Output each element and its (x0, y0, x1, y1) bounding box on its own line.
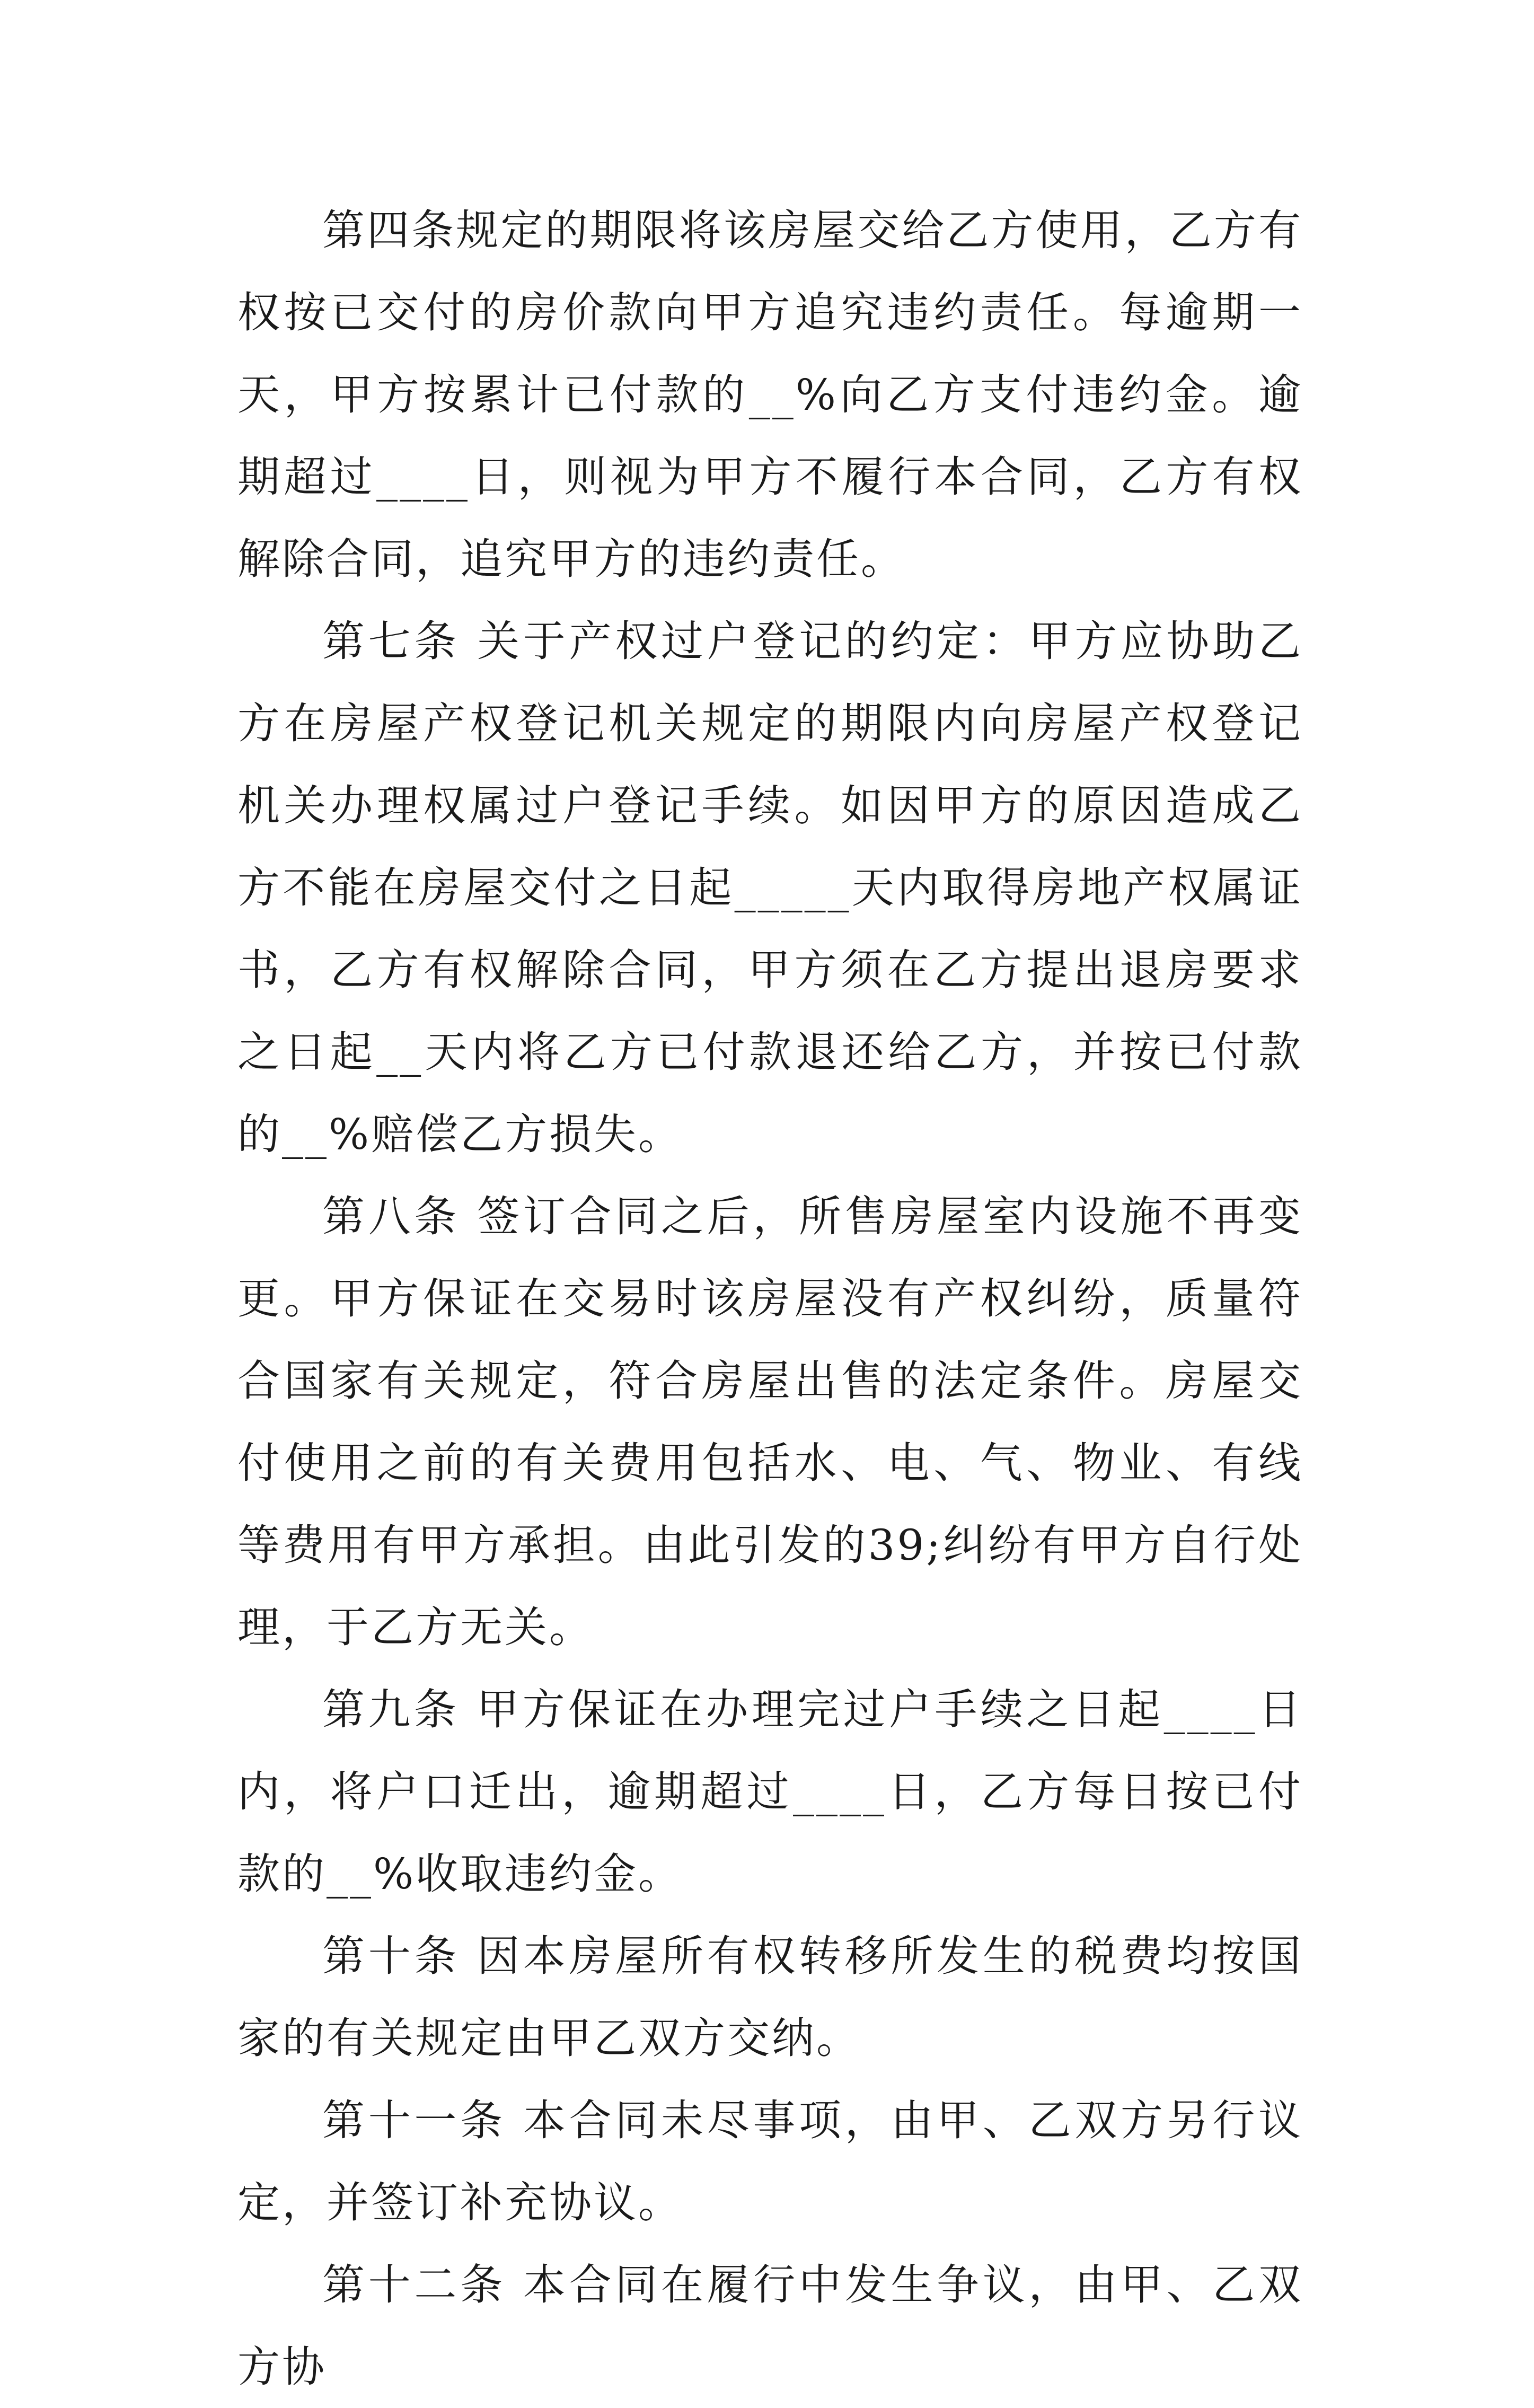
paragraph-article-9: 第九条 甲方保证在办理完过户手续之日起____日内，将户口迁出，逾期超过____日，乙方每日按已付款的__%收取违约金。 (237, 1685, 1303, 1899)
paragraph-article-7: 第七条 关于产权过户登记的约定：甲方应协助乙方在房屋产权登记机关规定的期限内向房屋产权登记机关办理权属过户登记手续。如因甲方的原因造成乙方不能在房屋交付之日起_____天内取得房地产权属证书，乙方有权解除合同，甲方须在乙方提出退房要求之日起__天内将乙方已付款退还给乙方，并按已付款的__%赔偿乙方损失。 (237, 617, 1303, 1159)
paragraph-article-11: 第十一条 本合同未尽事项，由甲、乙双方另行议定，并签订补充协议。 (237, 2096, 1303, 2227)
paragraph-article-4-continued: 第四条规定的期限将该房屋交给乙方使用，乙方有权按已交付的房价款向甲方追究违约责任。每逾期一天，甲方按累计已付款的__%向乙方支付违约金。逾期超过____日，则视为甲方不履行本合同，乙方有权解除合同，追究甲方的违约责任。 (237, 206, 1303, 584)
paragraph-article-8: 第八条 签订合同之后，所售房屋室内设施不再变更。甲方保证在交易时该房屋没有产权纠纷，质量符合国家有关规定，符合房屋出售的法定条件。房屋交付使用之前的有关费用包括水、电、气、物业、有线等费用有甲方承担。由此引发的39;纠纷有甲方自行处理，于乙方无关。 (237, 1192, 1303, 1652)
paragraph-article-12: 第十二条 本合同在履行中发生争议，由甲、乙双方协 (237, 2260, 1303, 2392)
contract-body (237, 189, 1303, 2408)
paragraph-article-10: 第十条 因本房屋所有权转移所发生的税费均按国家的有关规定由甲乙双方交纳。 (237, 1931, 1303, 2063)
